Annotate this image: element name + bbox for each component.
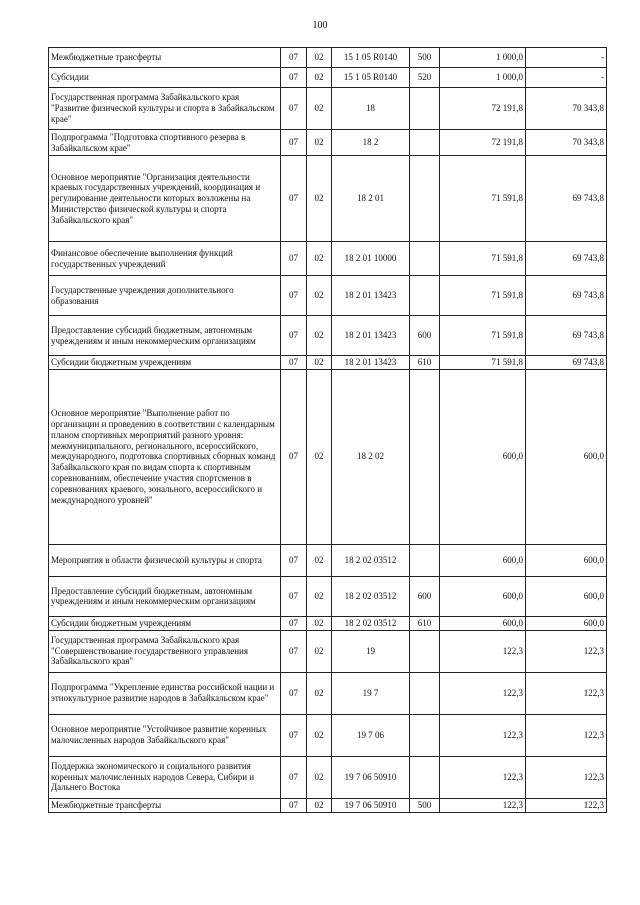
row-expense-type <box>410 242 440 276</box>
row-target-article: 18 2 <box>332 130 410 156</box>
row-subsection: 02 <box>307 756 332 798</box>
row-name: Субсидии бюджетным учреждениям <box>49 616 281 630</box>
row-amount-year-1: 71 591,8 <box>440 156 526 242</box>
row-subsection: 02 <box>307 156 332 242</box>
row-section: 07 <box>281 714 307 756</box>
row-target-article: 15 1 05 R0140 <box>332 68 410 88</box>
row-target-article: 18 2 01 10000 <box>332 242 410 276</box>
row-name: Государственная программа Забайкальского края "Совершенствование государственного управления Забайкальского края" <box>49 630 281 672</box>
row-amount-year-2: 600,0 <box>526 616 607 630</box>
row-amount-year-1: 600,0 <box>440 544 526 576</box>
table-row <box>49 756 607 798</box>
row-subsection: 02 <box>307 544 332 576</box>
row-amount-year-2: 600,0 <box>526 576 607 616</box>
row-name: Субсидии бюджетным учреждениям <box>49 356 281 370</box>
row-expense-type <box>410 276 440 316</box>
row-target-article: 18 2 02 03512 <box>332 544 410 576</box>
row-name: Государственная программа Забайкальского края "Развитие физической культуры и спорта в Забайкальском крае" <box>49 88 281 130</box>
table-row <box>49 276 607 316</box>
row-expense-type <box>410 369 440 544</box>
row-amount-year-2: 70 343,8 <box>526 88 607 130</box>
row-subsection: 02 <box>307 68 332 88</box>
budget-table <box>48 47 607 813</box>
row-name: Основное мероприятие "Устойчивое развитие коренных малочисленных народов Забайкальского края" <box>49 714 281 756</box>
row-name: Межбюджетные трансферты <box>49 48 281 68</box>
row-subsection: 02 <box>307 714 332 756</box>
row-subsection: 02 <box>307 130 332 156</box>
table-row <box>49 130 607 156</box>
row-target-article: 18 2 02 03512 <box>332 576 410 616</box>
row-expense-type <box>410 88 440 130</box>
row-target-article: 18 2 01 13423 <box>332 316 410 356</box>
row-subsection: 02 <box>307 798 332 812</box>
row-section: 07 <box>281 242 307 276</box>
row-amount-year-2: 70 343,8 <box>526 130 607 156</box>
row-name: Государственные учреждения дополнительного образования <box>49 276 281 316</box>
row-section: 07 <box>281 544 307 576</box>
row-name: Межбюджетные трансферты <box>49 798 281 812</box>
row-expense-type: 520 <box>410 68 440 88</box>
row-amount-year-1: 72 191,8 <box>440 130 526 156</box>
row-amount-year-2: 69 743,8 <box>526 316 607 356</box>
row-subsection: 02 <box>307 369 332 544</box>
row-expense-type <box>410 130 440 156</box>
row-target-article: 19 <box>332 630 410 672</box>
row-subsection: 02 <box>307 672 332 714</box>
row-expense-type: 500 <box>410 48 440 68</box>
row-amount-year-2: 122,3 <box>526 672 607 714</box>
row-amount-year-1: 1 000,0 <box>440 48 526 68</box>
row-section: 07 <box>281 156 307 242</box>
table-row <box>49 88 607 130</box>
row-expense-type: 610 <box>410 356 440 370</box>
table-row <box>49 576 607 616</box>
row-section: 07 <box>281 630 307 672</box>
row-expense-type <box>410 756 440 798</box>
row-subsection: 02 <box>307 630 332 672</box>
budget-table-body <box>49 48 607 813</box>
row-name: Основное мероприятие "Организация деятельности краевых государственных учреждений, координация и регулирование деятельности которых возложены на Министерство физической культуры и спорта Забайкальского края" <box>49 156 281 242</box>
table-row <box>49 68 607 88</box>
table-row <box>49 242 607 276</box>
row-target-article: 18 <box>332 88 410 130</box>
row-amount-year-1: 71 591,8 <box>440 316 526 356</box>
table-row <box>49 544 607 576</box>
row-amount-year-1: 72 191,8 <box>440 88 526 130</box>
row-amount-year-2: 69 743,8 <box>526 276 607 316</box>
row-subsection: 02 <box>307 48 332 68</box>
table-row <box>49 48 607 68</box>
row-amount-year-1: 1 000,0 <box>440 68 526 88</box>
row-target-article: 19 7 06 <box>332 714 410 756</box>
row-subsection: 02 <box>307 242 332 276</box>
table-row <box>49 316 607 356</box>
row-amount-year-2: 69 743,8 <box>526 356 607 370</box>
row-expense-type <box>410 156 440 242</box>
row-target-article: 19 7 06 50910 <box>332 756 410 798</box>
row-name: Субсидии <box>49 68 281 88</box>
row-expense-type <box>410 544 440 576</box>
row-amount-year-1: 122,3 <box>440 756 526 798</box>
row-expense-type <box>410 672 440 714</box>
row-section: 07 <box>281 316 307 356</box>
row-target-article: 19 7 06 50910 <box>332 798 410 812</box>
row-name: Подпрограмма "Подготовка спортивного резерва в Забайкальском крае" <box>49 130 281 156</box>
row-name: Предоставление субсидий бюджетным, автономным учреждениям и иным некоммерческим организациям <box>49 576 281 616</box>
table-row <box>49 714 607 756</box>
row-subsection: 02 <box>307 276 332 316</box>
row-amount-year-2: - <box>526 48 607 68</box>
row-section: 07 <box>281 88 307 130</box>
row-name: Финансовое обеспечение выполнения функций государственных учреждений <box>49 242 281 276</box>
row-amount-year-1: 122,3 <box>440 798 526 812</box>
row-section: 07 <box>281 616 307 630</box>
table-row <box>49 156 607 242</box>
row-amount-year-1: 122,3 <box>440 630 526 672</box>
row-amount-year-1: 71 591,8 <box>440 276 526 316</box>
row-name: Мероприятия в области физической культуры и спорта <box>49 544 281 576</box>
row-section: 07 <box>281 756 307 798</box>
row-amount-year-2: 600,0 <box>526 544 607 576</box>
row-section: 07 <box>281 356 307 370</box>
row-subsection: 02 <box>307 356 332 370</box>
table-row <box>49 356 607 370</box>
table-row <box>49 369 607 544</box>
row-amount-year-1: 71 591,8 <box>440 356 526 370</box>
row-amount-year-2: 600,0 <box>526 369 607 544</box>
row-amount-year-1: 122,3 <box>440 714 526 756</box>
table-row <box>49 798 607 812</box>
row-subsection: 02 <box>307 88 332 130</box>
row-amount-year-2: 122,3 <box>526 714 607 756</box>
row-amount-year-2: - <box>526 68 607 88</box>
row-section: 07 <box>281 576 307 616</box>
row-name: Основное мероприятие "Выполнение работ по организации и проведению в соответствии с календарным планом спортивных мероприятий разного уровня: межмуниципального, регионального, всероссийского, международного, подготовка спортивных сборных команд Забайкальского края по видам спорта к спортивным соревнованиям, обеспечение участия спортсменов в соревнованиях краевого, зонального, всероссийского и международного уровней" <box>49 369 281 544</box>
row-target-article: 18 2 02 03512 <box>332 616 410 630</box>
row-expense-type: 500 <box>410 798 440 812</box>
row-section: 07 <box>281 130 307 156</box>
row-target-article: 19 7 <box>332 672 410 714</box>
table-row <box>49 672 607 714</box>
row-amount-year-2: 122,3 <box>526 798 607 812</box>
row-target-article: 18 2 02 <box>332 369 410 544</box>
row-section: 07 <box>281 48 307 68</box>
page-number: 100 <box>312 20 328 31</box>
row-expense-type <box>410 714 440 756</box>
table-row <box>49 630 607 672</box>
row-name: Подпрограмма "Укрепление единства российской нации и этнокультурное развитие народов в Забайкальском крае" <box>49 672 281 714</box>
row-target-article: 18 2 01 13423 <box>332 356 410 370</box>
row-amount-year-2: 69 743,8 <box>526 156 607 242</box>
row-name: Предоставление субсидий бюджетным, автономным учреждениям и иным некоммерческим организациям <box>49 316 281 356</box>
row-expense-type <box>410 630 440 672</box>
row-amount-year-2: 122,3 <box>526 756 607 798</box>
row-amount-year-2: 69 743,8 <box>526 242 607 276</box>
row-subsection: 02 <box>307 576 332 616</box>
row-target-article: 18 2 01 <box>332 156 410 242</box>
row-section: 07 <box>281 672 307 714</box>
row-subsection: 02 <box>307 316 332 356</box>
row-expense-type: 600 <box>410 576 440 616</box>
row-amount-year-1: 122,3 <box>440 672 526 714</box>
row-amount-year-1: 71 591,8 <box>440 242 526 276</box>
row-section: 07 <box>281 798 307 812</box>
row-target-article: 18 2 01 13423 <box>332 276 410 316</box>
row-section: 07 <box>281 68 307 88</box>
row-subsection: 02 <box>307 616 332 630</box>
row-section: 07 <box>281 369 307 544</box>
row-amount-year-1: 600,0 <box>440 616 526 630</box>
row-amount-year-1: 600,0 <box>440 576 526 616</box>
row-target-article: 15 1 05 R0140 <box>332 48 410 68</box>
row-expense-type: 610 <box>410 616 440 630</box>
row-section: 07 <box>281 276 307 316</box>
row-expense-type: 600 <box>410 316 440 356</box>
table-row <box>49 616 607 630</box>
row-amount-year-2: 122,3 <box>526 630 607 672</box>
row-name: Поддержка экономического и социального развития коренных малочисленных народов Севера, Сибири и Дальнего Востока <box>49 756 281 798</box>
row-amount-year-1: 600,0 <box>440 369 526 544</box>
